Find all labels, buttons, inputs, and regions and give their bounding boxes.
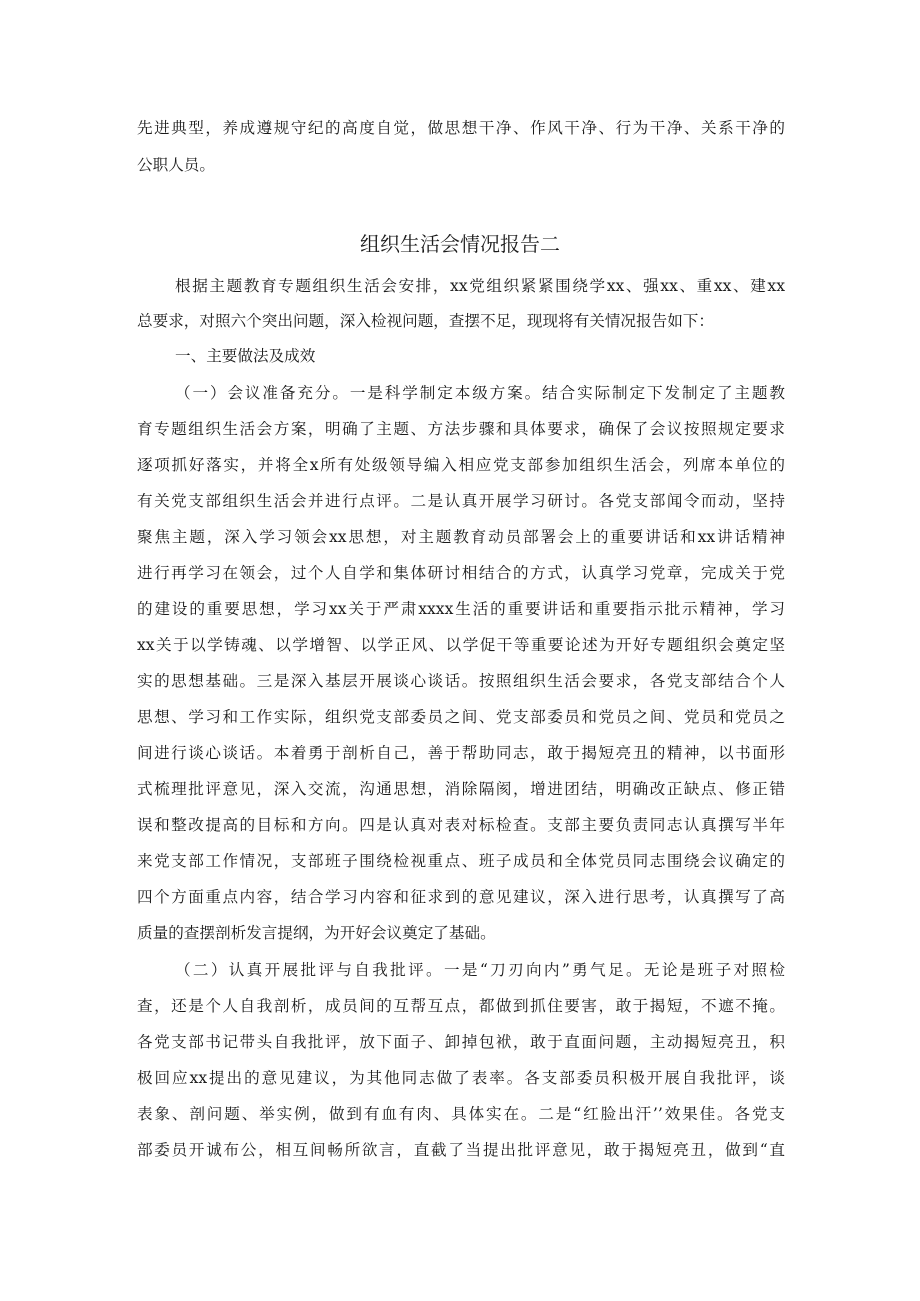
- continuation-line: 先进典型，养成遵规守纪的高度自觉，做思想干净、作风干净、行为干净、关系干净的: [137, 119, 785, 137]
- paragraph-line: 实的思想基础。三是深入基层开展谈心谈话。按照组织生活会要求，各党支部结合个人: [137, 672, 785, 690]
- paragraph-line: 聚焦主题，深入学习领会xx思想，对主题教育动员部署会上的重要讲话和xx讲话精神: [137, 528, 785, 546]
- paragraph-line: 间进行谈心谈话。本着勇于剖析自己，善于帮助同志，敢于揭短亮丑的精神，以书面形: [137, 744, 785, 762]
- paragraph-line: 质量的查摆剖析发言提纲，为开好会议奠定了基础。: [137, 924, 496, 942]
- paragraph-line: （一）会议准备充分。一是科学制定本级方案。结合实际制定下发制定了主题教: [175, 384, 785, 402]
- intro-line: 根据主题教育专题组织生活会安排，xx党组织紧紧围绕学xx、强xx、重xx、建xx: [175, 277, 785, 295]
- intro-line: 总要求，对照六个突出问题，深入检视问题，查摆不足，现现将有关情况报告如下：: [137, 312, 714, 330]
- paragraph-line: 来党支部工作情况，支部班子围绕检视重点、班子成员和全体党员同志围绕会议确定的: [137, 852, 785, 870]
- paragraph-line: 思想、学习和工作实际，组织党支部委员之间、党支部委员和党员之间、党员和党员之: [137, 708, 785, 726]
- paragraph-line: 查，还是个人自我剖析，成员间的互帮互点，都做到抓住要害，敢于揭短，不遮不掩。: [137, 997, 785, 1015]
- paragraph-line: 式梳理批评意见，深入交流，沟通思想，消除隔阂，增进团结，明确改正缺点、修正错: [137, 780, 785, 798]
- paragraph-line: xx关于以学铸魂、以学增智、以学正风、以学促干等重要论述为开好专题组织会奠定坚: [137, 636, 785, 654]
- paragraph-line: 误和整改提高的目标和方向。四是认真对表对标检查。支部主要负责同志认真撰写半年: [137, 816, 785, 834]
- paragraph-line: 部委员开诚布公，相互间畅所欲言，直截了当提出批评意见，敢于揭短亮丑，做到“直: [137, 1141, 785, 1159]
- continuation-line: 公职人员。: [137, 156, 215, 174]
- report-title: 组织生活会情况报告二: [360, 232, 560, 256]
- paragraph-line: 表象、剖问题、举实例，做到有血有肉、具体实在。二是“红脸出汗’’效果佳。各党支: [137, 1105, 785, 1123]
- paragraph-line: 各党支部书记带头自我批评，放下面子、卸掉包袱，敢于直面问题，主动揭短亮丑，积: [137, 1033, 785, 1051]
- paragraph-line: 有关党支部组织生活会并进行点评。二是认真开展学习研讨。各党支部闻令而动，坚持: [137, 492, 785, 510]
- paragraph-line: 的建设的重要思想，学习xx关于严肃xxxx生活的重要讲话和重要指示批示精神，学习: [137, 600, 785, 618]
- paragraph-line: 四个方面重点内容，结合学习内容和征求到的意见建议，深入进行思考，认真撰写了高: [137, 888, 785, 906]
- paragraph-line: 育专题组织生活会方案，明确了主题、方法步骤和具体要求，确保了会议按照规定要求: [137, 420, 785, 438]
- paragraph-line: （二）认真开展批评与自我批评。一是“刀刃向内”勇气足。无论是班子对照检: [175, 961, 785, 979]
- paragraph-line: 逐项抓好落实，并将全x所有处级领导编入相应党支部参加组织生活会，列席本单位的: [137, 456, 785, 474]
- section-heading: 一、主要做法及成效: [175, 347, 316, 365]
- paragraph-line: 极回应xx提出的意见建议，为其他同志做了表率。各支部委员积极开展自我批评，谈: [137, 1069, 785, 1087]
- paragraph-line: 进行再学习在领会，过个人自学和集体研讨相结合的方式，认真学习党章，完成关于党: [137, 564, 785, 582]
